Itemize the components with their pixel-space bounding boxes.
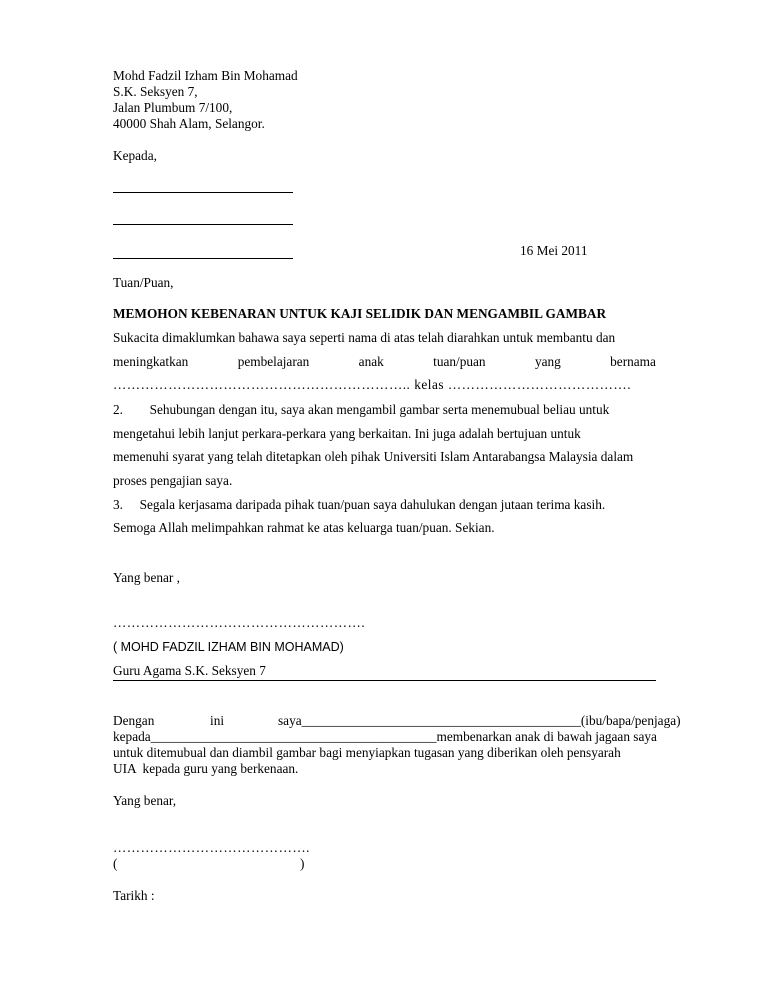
consent-line3: untuk ditemubual dan diambil gambar bagi menyiapkan tugasan yang diberikan oleh pensyarah (113, 745, 621, 760)
body-p2-line3: memenuhi syarat yang telah ditetapkan oleh pihak Universiti Islam Antarabangsa Malaysia dalam (113, 449, 634, 464)
body-p2-line2: mengetahui lebih lanjut perkara-perkara yang berkaitan. Ini juga adalah bertujuan untuk (113, 426, 581, 441)
body-p1-line3: ……………………………………………………….. kelas …………………………………. (113, 377, 632, 392)
body-word: tuan/puan (433, 354, 486, 369)
body-word: anak (358, 354, 384, 369)
consent-line2: kepada___________________________________________membenarkan anak di bawah jagaan saya (113, 729, 657, 744)
consent-line4: UIA kepada guru yang berkenaan. (113, 761, 299, 776)
consent-signature-dots: ……………………………………. (113, 840, 310, 855)
sender-city: 40000 Shah Alam, Selangor. (113, 116, 265, 131)
consent-yang-benar: Yang benar, (113, 793, 177, 808)
sender-street: Jalan Plumbum 7/100, (113, 100, 233, 115)
separator-rule (113, 680, 656, 681)
body-word: yang (534, 354, 561, 369)
closing-name: ( MOHD FADZIL IZHAM BIN MOHAMAD) (113, 640, 344, 654)
body-word: meningkatkan (113, 354, 189, 369)
consent-bracket-close: ) (300, 856, 305, 871)
closing-yang-benar: Yang benar , (113, 570, 180, 585)
closing-title: Guru Agama S.K. Seksyen 7 (113, 663, 266, 678)
body-p1-line2 (113, 354, 656, 370)
closing-signature-dots: ………………………………………………. (113, 615, 366, 630)
consent-tarikh: Tarikh : (113, 888, 155, 903)
letter-subject: MEMOHON KEBENARAN UNTUK KAJI SELIDIK DAN MENGAMBIL GAMBAR (113, 306, 607, 321)
letter-date: 16 Mei 2011 (520, 243, 588, 258)
sender-school: S.K. Seksyen 7, (113, 84, 198, 99)
recipient-blank-line-3 (113, 258, 293, 259)
sender-name: Mohd Fadzil Izham Bin Mohamad (113, 68, 298, 83)
body-p2-line1: 2. Sehubungan dengan itu, saya akan mengambil gambar serta menemubual beliau untuk (113, 402, 610, 417)
body-word: pembelajaran (237, 354, 310, 369)
body-p1-line1: Sukacita dimaklumkan bahawa saya seperti nama di atas telah diarahkan untuk membantu dan (113, 330, 616, 345)
recipient-blank-line-2 (113, 224, 293, 225)
recipient-greeting: Kepada, (113, 148, 157, 163)
body-word: bernama (610, 354, 656, 369)
consent-bracket-open: ( (113, 856, 118, 871)
body-p2-line4: proses pengajian saya. (113, 473, 233, 488)
body-p1-line2-text (113, 354, 656, 370)
consent-line1-a: Dengan (113, 713, 155, 728)
consent-line1-b: ini (210, 713, 225, 728)
recipient-blank-line-1 (113, 192, 293, 193)
body-p3-line2: Semoga Allah melimpahkan rahmat ke atas keluarga tuan/puan. Sekian. (113, 520, 495, 535)
salutation: Tuan/Puan, (113, 275, 174, 290)
body-p3-line1: 3. Segala kerjasama daripada pihak tuan/puan saya dahulukan dengan jutaan terima kasih. (113, 497, 606, 512)
consent-line1-c: saya__________________________________________(ibu/bapa/penjaga) (278, 713, 681, 728)
